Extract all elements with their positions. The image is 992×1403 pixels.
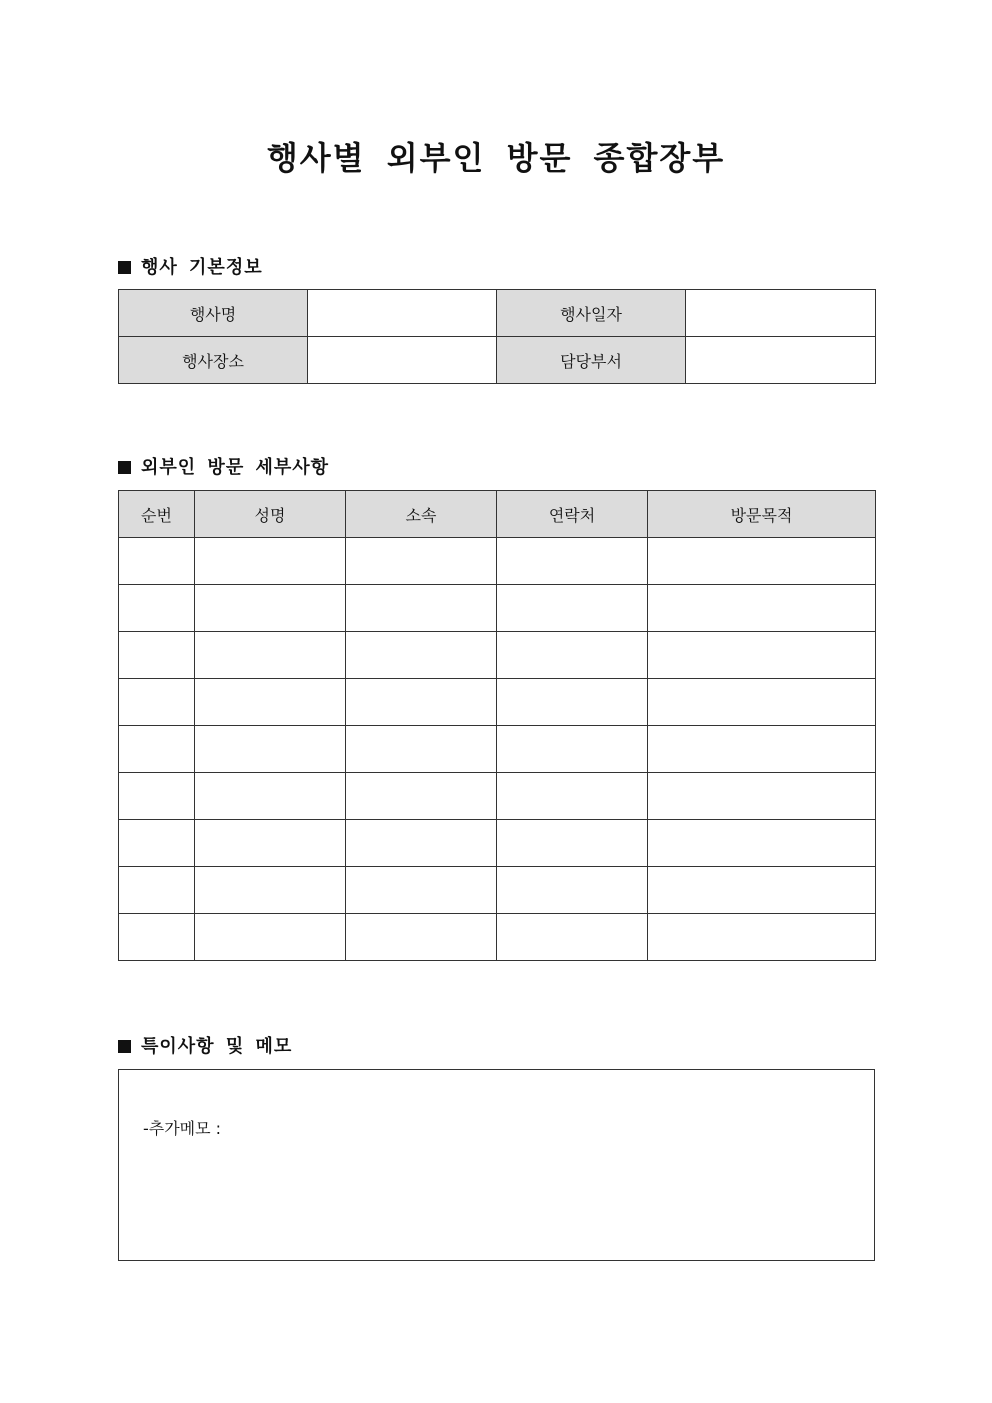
cell-name[interactable] [195,538,346,585]
department-field[interactable] [686,337,876,384]
cell-affiliation[interactable] [346,867,497,914]
cell-affiliation[interactable] [346,538,497,585]
cell-number[interactable] [119,773,195,820]
cell-contact[interactable] [497,773,648,820]
cell-contact[interactable] [497,632,648,679]
event-name-label: 행사명 [119,290,308,337]
cell-affiliation[interactable] [346,585,497,632]
cell-affiliation[interactable] [346,632,497,679]
column-header-affiliation: 소속 [346,491,497,538]
cell-contact[interactable] [497,914,648,961]
event-date-field[interactable] [686,290,876,337]
table-row [119,290,876,337]
cell-purpose[interactable] [648,632,876,679]
table-row [119,538,876,585]
cell-purpose[interactable] [648,820,876,867]
cell-contact[interactable] [497,538,648,585]
section-heading-basic-info-label: 행사 기본정보 [141,257,263,278]
visitor-rows [119,538,876,961]
cell-purpose[interactable] [648,679,876,726]
column-header-number: 순번 [119,491,195,538]
table-row [119,632,876,679]
column-header-contact: 연락처 [497,491,648,538]
cell-name[interactable] [195,820,346,867]
table-row [119,585,876,632]
table-row [119,867,876,914]
basic-info-table [118,289,876,384]
table-row [119,337,876,384]
memo-box[interactable] [118,1069,875,1261]
column-header-purpose: 방문목적 [648,491,876,538]
event-date-label: 행사일자 [497,290,686,337]
cell-purpose[interactable] [648,773,876,820]
cell-number[interactable] [119,585,195,632]
table-row [119,820,876,867]
section-heading-notes-label: 특이사항 및 메모 [141,1036,293,1057]
cell-name[interactable] [195,914,346,961]
cell-contact[interactable] [497,820,648,867]
cell-purpose[interactable] [648,538,876,585]
event-venue-label: 행사장소 [119,337,308,384]
section-heading-visitor-details [118,453,329,479]
cell-purpose[interactable] [648,914,876,961]
cell-name[interactable] [195,632,346,679]
cell-contact[interactable] [497,726,648,773]
cell-contact[interactable] [497,867,648,914]
cell-affiliation[interactable] [346,773,497,820]
square-bullet-icon [118,1040,131,1053]
cell-contact[interactable] [497,585,648,632]
department-label: 담당부서 [497,337,686,384]
cell-name[interactable] [195,726,346,773]
cell-number[interactable] [119,726,195,773]
cell-contact[interactable] [497,679,648,726]
table-row [119,773,876,820]
cell-number[interactable] [119,679,195,726]
cell-purpose[interactable] [648,867,876,914]
table-row [119,726,876,773]
event-venue-field[interactable] [308,337,497,384]
cell-affiliation[interactable] [346,679,497,726]
cell-name[interactable] [195,585,346,632]
cell-number[interactable] [119,538,195,585]
event-name-field[interactable] [308,290,497,337]
square-bullet-icon [118,261,131,274]
visitor-table [118,490,876,961]
cell-name[interactable] [195,773,346,820]
cell-purpose[interactable] [648,585,876,632]
cell-purpose[interactable] [648,726,876,773]
cell-number[interactable] [119,820,195,867]
cell-name[interactable] [195,867,346,914]
square-bullet-icon [118,461,131,474]
cell-name[interactable] [195,679,346,726]
table-header-row [119,491,876,538]
cell-number[interactable] [119,914,195,961]
cell-number[interactable] [119,632,195,679]
page-title: 행사별 외부인 방문 종합장부 [266,139,726,177]
cell-affiliation[interactable] [346,726,497,773]
section-heading-visitor-details-label: 외부인 방문 세부사항 [141,457,330,478]
section-heading-basic-info [118,253,263,279]
cell-affiliation[interactable] [346,820,497,867]
cell-affiliation[interactable] [346,914,497,961]
memo-label: -추가메모 : [143,1119,222,1138]
table-row [119,914,876,961]
column-header-name: 성명 [195,491,346,538]
cell-number[interactable] [119,867,195,914]
table-row [119,679,876,726]
section-heading-notes [118,1032,292,1058]
